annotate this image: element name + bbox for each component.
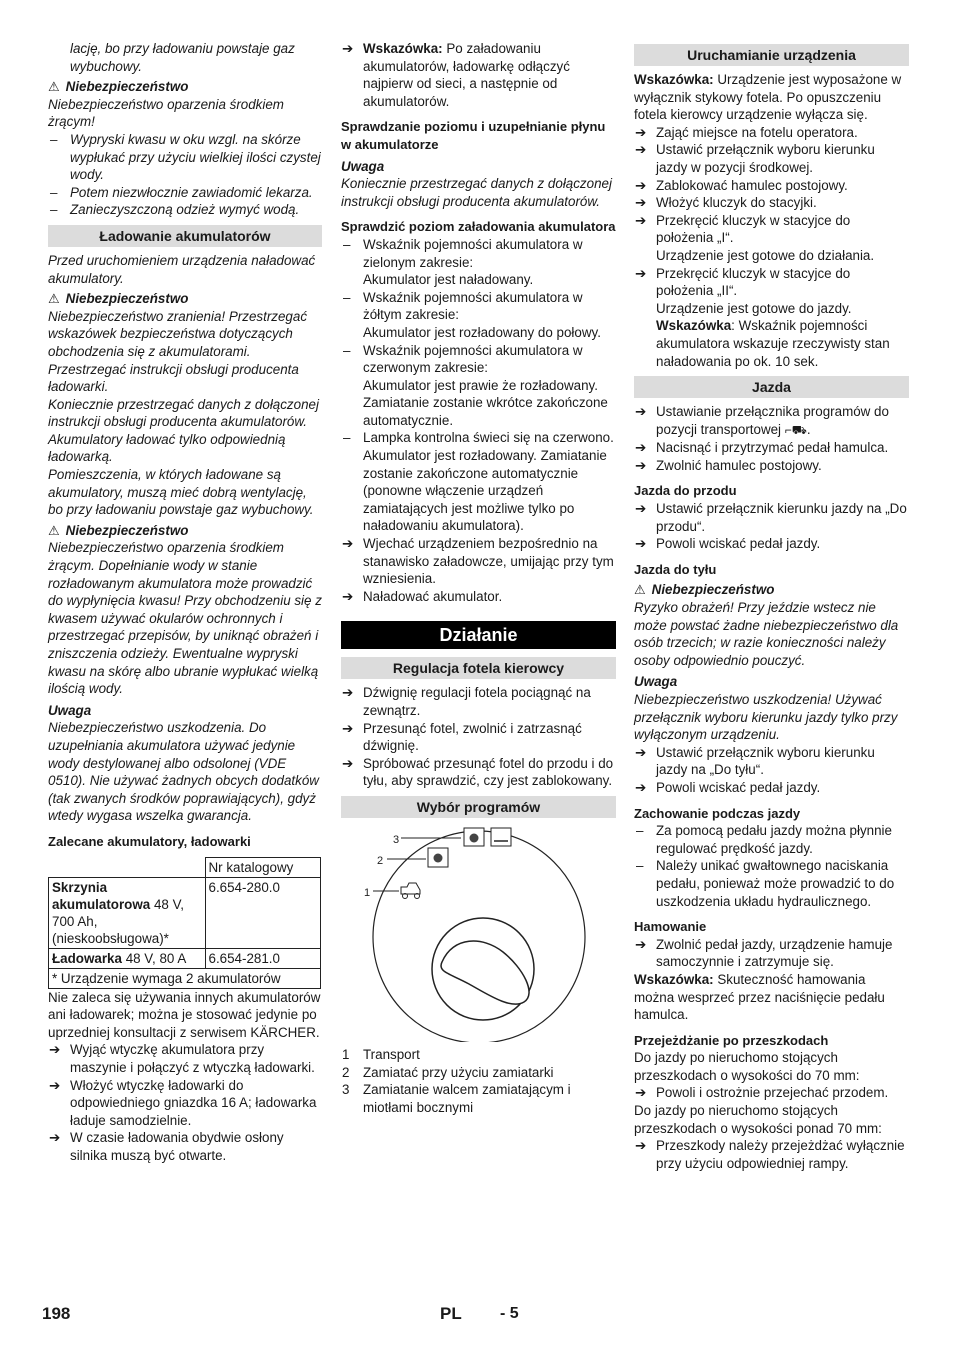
list-item: – Za pomocą pedału jazdy można płynnie regulować prędkość jazdy.: [636, 823, 892, 856]
note-text: Koniecznie przestrzegać danych z dołączonej instrukcji obsługi producenta akumulatorów.: [341, 176, 612, 209]
obstacle-text: Do jazdy po nieruchomo stojących przeszkodach o wysokości do 70 mm:: [634, 1050, 860, 1083]
dial-pointer: [441, 941, 529, 1004]
step-item: ➔ Nacisnąć i przytrzymać pedał hamulca.: [635, 440, 889, 456]
dash-marker: –: [343, 236, 351, 252]
danger-text: Niebezpieczeństwo oparzenia środkiem żrącym. Dopełnianie wody w stanie rozładowanym akumulatora może prowadzić do wypłynięcia kwasu! Przy obchodzeniu się z kwasem używać okularów ochronnych i przestrzegać przepisów, by uniknąć obrażeń i zniszczenia odzieży. Ewentualne wypryski kwasu na skórę albo ubranie wypłukać wielką ilością wody.: [48, 540, 322, 697]
language-code: PL: [440, 1304, 462, 1323]
step-item: ➔ Przeszkody należy przejeżdżać wyłącznie przy użyciu odpowiedniej rampy.: [635, 1138, 905, 1171]
arrow-icon: ➔: [49, 1130, 61, 1146]
recommended-heading: Zalecane akumulatory, ładowarki: [48, 833, 251, 849]
figure-label-2: 2: [377, 854, 384, 867]
intro-line: lację, bo przy ładowaniu powstaje gaz: [70, 41, 295, 56]
arrow-icon: ➔: [342, 685, 354, 701]
transport-icon: [401, 883, 420, 894]
arrow-icon: ➔: [635, 779, 647, 795]
list-item: – Należy unikać gwałtownego naciskania pedału, ponieważ może prowadzić to do uszkodzenia układu hydraulicznego.: [636, 858, 895, 909]
indicator-item: – Wskaźnik pojemności akumulatora w czerwonym zakresie:: [343, 342, 583, 376]
table-header: Nr katalogowy: [205, 857, 321, 877]
arrow-icon: ➔: [49, 1042, 61, 1058]
step-item: ➔ Zwolnić pedał jazdy, urządzenie hamuje samoczynnie i zatrzymuje się.: [635, 936, 893, 970]
forward-heading: Jazda do przodu: [634, 483, 737, 499]
step-item: ➔ Dźwignię regulacji fotela pociągnąć na zewnątrz.: [342, 685, 591, 718]
arrow-icon: ➔: [635, 457, 647, 473]
arrow-icon: ➔: [635, 142, 647, 158]
danger-paragraph: Niebezpieczeństwo zranienia! Przestrzegać wskazówek bezpieczeństwa dotyczących obchodzenia się z akumulatorami. Przestrzegać instrukcji obsługi producenta ładowarki.: [48, 308, 308, 395]
step-item: ➔ Przesunąć fotel, zwolnić i zatrzasnąć dźwignię.: [342, 720, 582, 754]
page-number: 198: [42, 1304, 71, 1323]
step-item: ➔ Włożyć kluczyk do stacyjki.: [635, 195, 817, 211]
section-heading-charging: Ładowanie akumulatorów: [48, 225, 322, 247]
indicator-item: – Wskaźnik pojemności akumulatora w zielonym zakresie:: [343, 236, 583, 270]
step-item: ➔ Włożyć wtyczkę ładowarki do odpowiedniego gniazdka 16 A; ładowarka ładuje samodzielnie.: [49, 1077, 317, 1128]
indicator-item: – Lampka kontrolna świeci się na czerwono.: [343, 430, 614, 446]
step-item: ➔ Ustawić przełącznik wyboru kierunku jazdy w pozycji środkowej.: [635, 142, 875, 175]
legend-number: 2: [342, 1064, 350, 1080]
danger-paragraph: Koniecznie przestrzegać danych z dołączonej instrukcji obsługi producenta akumulatorów.: [48, 396, 319, 430]
sweeper-icon-detail: [434, 853, 443, 862]
danger-paragraph: Pomieszczenia, w których ładowane są akumulatory, muszą mieć dobrą wentylację, bo przy ładowaniu powstaje gaz wybuchowy.: [48, 467, 314, 518]
dash-marker: –: [343, 289, 351, 305]
step-item: ➔ Powoli wciskać pedał jazdy.: [635, 779, 821, 795]
dash-marker: –: [636, 823, 644, 839]
arrow-icon: ➔: [342, 720, 354, 736]
program-selector-diagram: [341, 824, 616, 1042]
dash-marker: –: [343, 430, 351, 446]
step-item: ➔ Ustawianie przełącznika programów do pozycji transportowej ⌐⛟.: [635, 404, 889, 437]
arrow-icon: ➔: [635, 1085, 647, 1101]
charge-heading: Sprawdzić poziom załadowania akumulatora: [341, 219, 616, 235]
behavior-heading: Zachowanie podczas jazdy: [634, 805, 801, 821]
section-heading-seat: Regulacja fotela kierowcy: [341, 657, 616, 679]
hint-item: ➔ Wskazówka: Po załadowaniu akumulatorów, ładowarkę odłączyć najpierw od sieci, a następnie od akumulatorów.: [342, 41, 570, 109]
column-2: [341, 40, 616, 1116]
broom-icon-detail: [470, 833, 479, 842]
warning-icon: ⚠: [48, 291, 60, 307]
charging-intro: Przed uruchomieniem urządzenia naładować akumulatory.: [48, 252, 316, 286]
list-item: – Potem niezwłocznie zawiadomić lekarza.: [50, 184, 313, 200]
step-item: ➔ Spróbować przesunąć fotel do przodu i do tyłu, aby sprawdzić, czy jest zablokowany.: [342, 755, 614, 789]
arrow-icon: ➔: [635, 195, 647, 211]
indicator-result: Akumulator jest rozładowany do połowy.: [363, 324, 601, 340]
arrow-icon: ➔: [342, 755, 354, 771]
indicator-result: Akumulator jest naładowany.: [363, 272, 534, 288]
warning-icon: ⚠: [634, 582, 646, 598]
dash-marker: –: [50, 184, 58, 200]
step-item: ➔ Wjechać urządzeniem bezpośrednio na stanawisko załadowcze, umijając przy tym wzniesienia.: [342, 536, 614, 587]
danger-text: Ryzyko obrażeń! Przy jeździe wstecz nie może powstać żadne niebezpieczeństwo dla osób trzecich; w razie konieczności należy osoby odpowiednio pouczyć.: [634, 600, 899, 668]
danger-heading: ⚠ Niebezpieczeństwo: [48, 291, 189, 307]
program-selector-figure: [341, 824, 616, 1042]
step-item: ➔ Powoli i ostrożnie przejechać przodem.: [635, 1085, 889, 1101]
legend-item: 3 Zamiatanie walcem zamiatającym i miotłami bocznymi: [342, 1082, 571, 1115]
step-item: ➔ Przekręcić kluczyk w stacyjce do położenia „II“.: [635, 265, 851, 299]
dash-marker: –: [50, 202, 58, 218]
table-footnote: * Urządzenie wymaga 2 akumulatorów: [49, 968, 321, 988]
table-cell: 6.654-281.0: [205, 948, 321, 968]
dash-marker: –: [50, 131, 58, 147]
step-item: ➔ Wyjąć wtyczkę akumulatora przy maszynie i połączyć z wtyczką ładowarki.: [49, 1042, 315, 1075]
section-heading-start: Uruchamianie urządzenia: [634, 44, 909, 66]
step-item: ➔ Ustawić przełącznik wyboru kierunku jazdy na „Do tyłu“.: [635, 744, 875, 778]
chapter-heading: Działanie: [341, 621, 616, 649]
table-row: [49, 948, 321, 968]
table-cell: 6.654-280.0: [205, 877, 321, 948]
indicator-result: Akumulator jest prawie że rozładowany. Zamiatanie zostanie wkrótce zakończone automatycznie.: [363, 377, 608, 428]
arrow-icon: ➔: [635, 124, 647, 140]
table-row: [49, 968, 321, 988]
note-label: Uwaga: [634, 674, 678, 690]
arrow-icon: ➔: [342, 536, 354, 552]
indicator-item: – Wskaźnik pojemności akumulatora w żółtym zakresie:: [343, 289, 583, 323]
ready-hint: Wskazówka: Wskaźnik pojemności akumulatora wskazuje rzeczywisty stan naładowania po ok. 10 sek.: [656, 318, 890, 369]
table-cell: Ładowarka 48 V, 80 A: [49, 948, 206, 968]
side-broom-icon: [491, 828, 511, 846]
dial-outer-circle: [373, 831, 585, 1042]
note-text: Niebezpieczeństwo uszkodzenia! Używać przełącznik wyboru kierunku jazdy tylko przy wyłączonym urządzeniu.: [634, 692, 898, 743]
legend-item: 2 Zamiatać przy użyciu zamiatarki: [342, 1064, 554, 1080]
figure-label-1: 1: [364, 886, 371, 899]
danger-text: Niebezpieczeństwo oparzenia środkiem żrącym!: [48, 96, 284, 130]
section-heading-program: Wybór programów: [341, 796, 616, 818]
arrow-icon: ➔: [635, 501, 647, 517]
arrow-icon: ➔: [635, 744, 647, 760]
warning-icon: ⚠: [48, 522, 60, 538]
reverse-heading: Jazda do tyłu: [634, 561, 717, 577]
arrow-icon: ➔: [342, 41, 354, 56]
step-item: ➔ Ustawić przełącznik kierunku jazdy na „Do przodu“.: [635, 501, 907, 534]
arrow-icon: ➔: [635, 440, 647, 456]
danger-paragraph: Akumulatory ładować tylko odpowiednią ładowarką.: [48, 431, 286, 465]
level-heading: Sprawdzanie poziomu i uzupełnianie płynu w akumulatorze: [341, 119, 606, 152]
table-cell: Skrzynia akumulatorowa 48 V, 700 Ah, (nieskoobsługowa)*: [49, 877, 206, 948]
section-page-number: - 5: [500, 1305, 519, 1322]
step-item: ➔ Naładować akumulator.: [342, 588, 503, 604]
danger-heading: ⚠ Niebezpieczeństwo: [634, 582, 775, 598]
legend-number: 1: [342, 1046, 350, 1062]
note-label: Uwaga: [341, 158, 385, 174]
transport-icon: ⌐⛟: [784, 422, 807, 437]
arrow-icon: ➔: [635, 177, 647, 193]
arrow-icon: ➔: [342, 588, 354, 604]
arrow-icon: ➔: [635, 936, 647, 952]
accessories-table: [48, 857, 321, 989]
step-item: ➔ Zablokować hamulec postojowy.: [635, 177, 848, 193]
figure-label-3: 3: [393, 833, 400, 846]
legend-item: 1 Transport: [342, 1046, 420, 1062]
indicator-result: Akumulator jest rozładowany. Zamiatanie zostanie zakończone automatycznie (ponowne włączenie urządzeń zamiatających jest możliwe tylko po naładowaniu akumulatora).: [363, 448, 607, 534]
after-table-text: Nie zaleca się używania innych akumulatorów ani ładowarek; można je stosować jedynie po uprzedniej konsultacji z serwisem KÄRCHER.: [48, 989, 321, 1040]
arrow-icon: ➔: [635, 265, 647, 281]
legend-number: 3: [342, 1082, 350, 1098]
step-item: ➔ Powoli wciskać pedał jazdy.: [635, 536, 821, 552]
step-item: ➔ W czasie ładowania obydwie osłony silnika muszą być otwarte.: [49, 1130, 284, 1163]
column-3: [634, 40, 909, 1172]
obstacle-heading: Przejeżdżanie po przeszkodach: [634, 1032, 829, 1048]
danger-heading: ⚠ Niebezpieczeństwo: [48, 79, 189, 95]
obstacle-text: Do jazdy po nieruchomo stojących przeszkodach o wysokości ponad 70 mm:: [634, 1103, 882, 1136]
arrow-icon: ➔: [635, 1138, 647, 1154]
brake-hint: Wskazówka: Skuteczność hamowania można wesprzeć przez naciśnięcie pedału hamulca.: [634, 971, 885, 1023]
list-item: – Zanieczyszczoną odzież wymyć wodą.: [50, 202, 300, 218]
warning-icon: ⚠: [48, 79, 60, 95]
step-item: ➔ Zwolnić hamulec postojowy.: [635, 457, 822, 473]
note-label: Uwaga: [48, 702, 92, 718]
arrow-icon: ➔: [635, 536, 647, 552]
note-text: Niebezpieczeństwo uszkodzenia. Do uzupełniania akumulatora używać jedynie wody destylowanej albo odsolonej (VDE 0510). Nie używać żadnych obcych dodatków (tak zwanych środków poprawiających), gdyż wtedy wygasa wszelka gwarancja.: [48, 720, 319, 824]
section-heading-drive: Jazda: [634, 376, 909, 398]
column-1: [48, 40, 322, 1164]
danger-heading: ⚠ Niebezpieczeństwo: [48, 522, 189, 538]
table-row: [49, 877, 321, 948]
result-text: Urządzenie jest gotowe do jazdy.: [656, 300, 852, 316]
table-cell: [49, 857, 206, 877]
intro-line: wybuchowy.: [70, 58, 142, 74]
table-row: [49, 857, 321, 877]
step-item: ➔ Przekręcić kluczyk w stacyjce do położenia „I“.: [635, 212, 851, 246]
brake-heading: Hamowanie: [634, 919, 707, 935]
step-item: ➔ Zająć miejsce na fotelu operatora.: [635, 124, 858, 140]
result-text: Urządzenie jest gotowe do działania.: [656, 247, 875, 263]
dash-marker: –: [343, 342, 351, 358]
dash-marker: –: [636, 858, 644, 874]
arrow-icon: ➔: [635, 404, 647, 420]
list-item: – Wypryski kwasu w oku wzgl. na skórze wypłukać przy użyciu wielkiej ilości czystej wody.: [50, 131, 321, 183]
arrow-icon: ➔: [49, 1077, 61, 1093]
arrow-icon: ➔: [635, 212, 647, 228]
start-hint: Wskazówka: Urządzenie jest wyposażone w wyłącznik stykowy fotela. Po opuszczeniu fotela kierowcy urządzenie wyłącza się.: [634, 72, 902, 123]
